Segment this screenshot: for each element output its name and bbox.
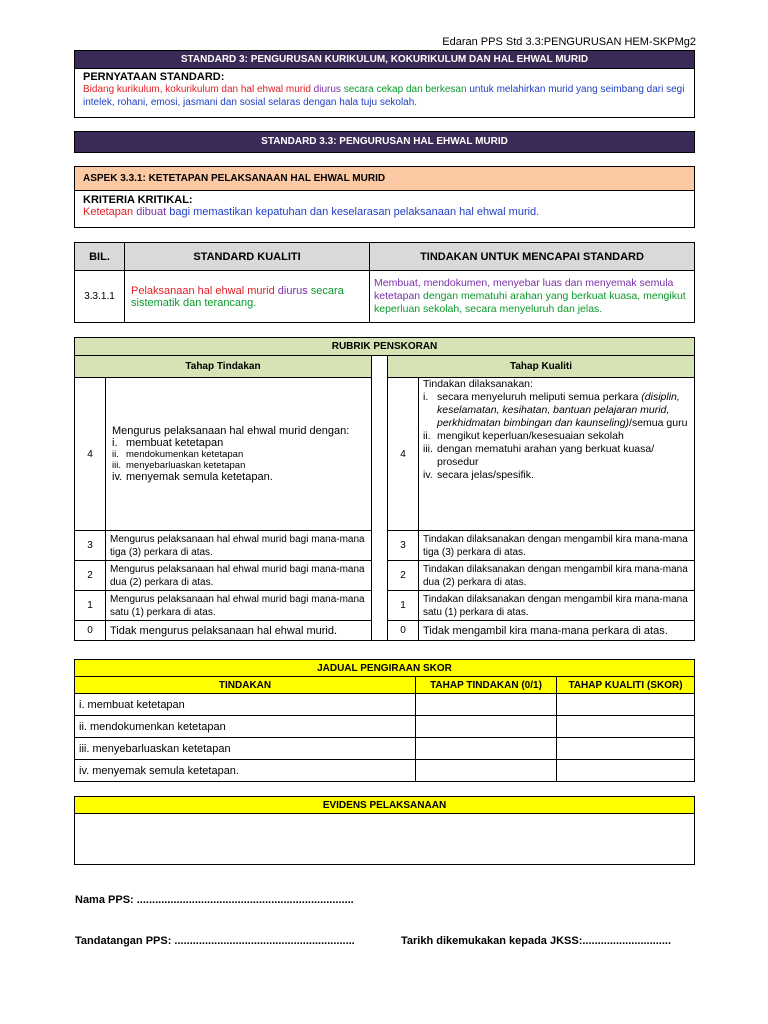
standard-kualiti-text <box>125 271 370 323</box>
tahap-kualiti-cell[interactable] <box>557 694 695 716</box>
rubrik-penskoran-table <box>74 337 695 641</box>
score-2-left: 2 <box>75 561 106 591</box>
standard-kualiti-table <box>74 242 695 323</box>
jadual-title: JADUAL PENGIRAAN SKOR <box>75 660 695 677</box>
rubrik-4-left-text <box>106 378 372 531</box>
standard-3-title: STANDARD 3: PENGURUSAN KURIKULUM, KOKURIKULUM DAN HAL EHWAL MURID <box>75 51 694 69</box>
rubrik-0-right-text: Tidak mengambil kira mana-mana perkara di atas. <box>419 621 695 641</box>
kriteria-part-2: dibuat <box>136 206 167 218</box>
score-4-right: 4 <box>388 378 419 531</box>
skor-row-label: iv. menyemak semula ketetapan. <box>75 760 416 782</box>
tindakan-part-2: dengan mematuhi arahan yang berkuat kuasa, mengikut keperluan sekolah, secara menyeluruh dan jelas. <box>374 290 686 315</box>
nama-pps-field[interactable]: Nama PPS: ....................................................................... <box>75 894 354 906</box>
tahap-tindakan-cell[interactable] <box>416 760 557 782</box>
tahap-kualiti-cell[interactable] <box>557 716 695 738</box>
rubrik-divider <box>372 356 388 641</box>
tarikh-field[interactable]: Tarikh dikemukakan kepada JKSS:............................. <box>401 935 671 947</box>
pernyataan-standard-text <box>83 83 688 109</box>
score-4-left: 4 <box>75 378 106 531</box>
rubrik-4-right-text <box>419 378 695 531</box>
standard-3-section <box>74 50 695 118</box>
sk-part-3: secara sistematik dan terancang. <box>131 284 344 309</box>
kriteria-kritikal-text <box>83 206 686 218</box>
tahap-tindakan-cell[interactable] <box>416 694 557 716</box>
aspek-section <box>74 166 695 228</box>
col-standard-kualiti-header: STANDARD KUALITI <box>125 243 370 271</box>
pernyataan-part-2: diurus <box>313 84 341 95</box>
tindakan-text <box>370 271 695 323</box>
rubrik-title: RUBRIK PENSKORAN <box>75 338 695 356</box>
rubrik-1-left-text: Mengurus pelaksanaan hal ehwal murid bagi mana-mana satu (1) perkara di atas. <box>106 591 372 621</box>
rubrik-1-right-text: Tindakan dilaksanakan dengan mengambil kira mana-mana satu (1) perkara di atas. <box>419 591 695 621</box>
rubrik-4-left-item: menyemak semula ketetapan. <box>126 471 273 483</box>
tahap-tindakan-cell[interactable] <box>416 716 557 738</box>
pernyataan-part-4: untuk melahirkan murid yang seimbang dari segi intelek, rohani, emosi, jasmani dan sosial selaras dengan hala tuju sekolah. <box>83 84 685 108</box>
kriteria-part-1: Ketetapan <box>83 206 134 218</box>
skor-row-label: iii. menyebarluaskan ketetapan <box>75 738 416 760</box>
rubrik-4-right-item-4: secara jelas/spesifik. <box>437 469 534 481</box>
rubrik-4-right-item-1c: /semua guru <box>629 417 688 429</box>
roman-numeral: i. <box>112 437 118 449</box>
tandatangan-pps-field[interactable]: Tandatangan PPS: ........................................................... <box>75 935 355 947</box>
score-3-left: 3 <box>75 531 106 561</box>
skor-row-label: i. membuat ketetapan <box>75 694 416 716</box>
score-1-left: 1 <box>75 591 106 621</box>
score-0-right: 0 <box>388 621 419 641</box>
col-tahap-kualiti: TAHAP KUALITI (SKOR) <box>557 677 695 694</box>
pernyataan-standard-label: PERNYATAAN STANDARD: <box>83 71 225 83</box>
rubrik-4-right-item-1a: secara menyeluruh meliputi semua perkara <box>437 391 639 403</box>
rubrik-4-left-intro: Mengurus pelaksanaan hal ehwal murid dengan: <box>112 425 350 437</box>
tahap-tindakan-header: Tahap Tindakan <box>75 356 372 378</box>
skor-row-label: ii. mendokumenkan ketetapan <box>75 716 416 738</box>
tahap-tindakan-cell[interactable] <box>416 738 557 760</box>
tindakan-part-1: Membuat, mendokumen, menyebar luas dan menyemak semula ketetapan <box>374 277 674 302</box>
kriteria-kritikal-label: KRITERIA KRITIKAL: <box>83 194 193 206</box>
evidens-title: EVIDENS PELAKSANAAN <box>75 797 694 814</box>
rubrik-2-right-text: Tindakan dilaksanakan dengan mengambil kira mana-mana dua (2) perkara di atas. <box>419 561 695 591</box>
roman-numeral: iii. <box>112 460 121 471</box>
roman-numeral: ii. <box>423 430 431 442</box>
tahap-kualiti-cell[interactable] <box>557 760 695 782</box>
rubrik-3-left-text: Mengurus pelaksanaan hal ehwal murid bagi mana-mana tiga (3) perkara di atas. <box>106 531 372 561</box>
rubrik-4-left-item: menyebarluaskan ketetapan <box>126 460 246 471</box>
col-tindakan-header: TINDAKAN UNTUK MENCAPAI STANDARD <box>370 243 695 271</box>
rubrik-3-right-text: Tindakan dilaksanakan dengan mengambil kira mana-mana tiga (3) perkara di atas. <box>419 531 695 561</box>
rubrik-0-left-text: Tidak mengurus pelaksanaan hal ehwal murid. <box>106 621 372 641</box>
evidens-box[interactable] <box>75 814 694 864</box>
roman-numeral: iii. <box>423 443 433 455</box>
score-1-right: 1 <box>388 591 419 621</box>
roman-numeral: i. <box>423 391 429 403</box>
col-tahap-tindakan: TAHAP TINDAKAN (0/1) <box>416 677 557 694</box>
rubrik-4-left-item: mendokumenkan ketetapan <box>126 449 244 460</box>
standard-3-3-title: STANDARD 3.3: PENGURUSAN HAL EHWAL MURID <box>74 131 695 153</box>
pernyataan-part-3: secara cekap dan berkesan <box>343 84 467 95</box>
document-header: Edaran PPS Std 3.3:PENGURUSAN HEM-SKPMg2 <box>442 36 696 48</box>
rubrik-2-left-text: Mengurus pelaksanaan hal ehwal murid bagi mana-mana dua (2) perkara di atas. <box>106 561 372 591</box>
aspek-title: ASPEK 3.3.1: KETETAPAN PELAKSANAAN HAL EHWAL MURID <box>75 167 694 191</box>
roman-numeral: iv. <box>423 469 433 481</box>
rubrik-4-right-item-1b: (disiplin, keselamatan, kesihatan, bantuan pelajaran murid, perkhidmatan bimbingan dan kaunseling) <box>437 391 680 429</box>
score-0-left: 0 <box>75 621 106 641</box>
col-tindakan: TINDAKAN <box>75 677 416 694</box>
rubrik-4-right-item-2: mengikut keperluan/kesesuaian sekolah <box>437 430 624 442</box>
bil-value: 3.3.1.1 <box>75 271 125 323</box>
sk-part-1: Pelaksanaan hal ehwal murid <box>131 284 275 297</box>
jadual-pengiraan-skor-table <box>74 659 695 782</box>
score-3-right: 3 <box>388 531 419 561</box>
sk-part-2: diurus <box>277 284 308 297</box>
rubrik-4-left-item: membuat ketetapan <box>126 437 224 449</box>
roman-numeral: ii. <box>112 449 119 460</box>
col-bil-header: BIL. <box>75 243 125 271</box>
score-2-right: 2 <box>388 561 419 591</box>
tahap-kualiti-header: Tahap Kualiti <box>388 356 695 378</box>
rubrik-4-right-item-3: dengan mematuhi arahan yang berkuat kuasa/ prosedur <box>437 443 655 468</box>
kriteria-part-3: bagi memastikan kepatuhan dan keselarasan pelaksanaan hal ehwal murid. <box>169 206 540 218</box>
pernyataan-part-1: Bidang kurikulum, kokurikulum dan hal ehwal murid <box>83 84 311 95</box>
tahap-kualiti-cell[interactable] <box>557 738 695 760</box>
rubrik-4-right-intro: Tindakan dilaksanakan: <box>423 378 533 390</box>
roman-numeral: iv. <box>112 471 123 483</box>
evidens-section <box>74 796 695 865</box>
